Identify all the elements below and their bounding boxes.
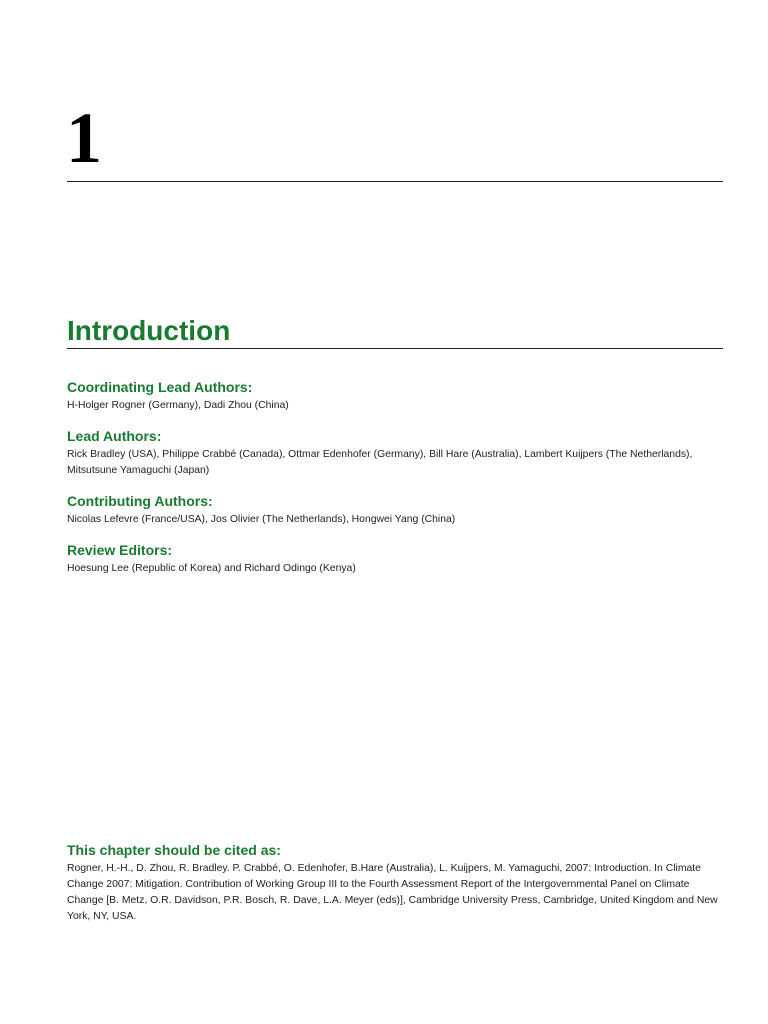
contributing-authors-section <box>67 493 723 528</box>
chapter-number: 1 <box>66 98 102 178</box>
review-editors-list: Hoesung Lee (Republic of Korea) and Richard Odingo (Kenya) <box>67 563 356 574</box>
coordinating-lead-authors-section <box>67 379 723 414</box>
citation-text: Rogner, H.-H., D. Zhou, R. Bradley. P. Crabbé, O. Edenhofer, B.Hare (Australia), L. Kuijpers, M. Yamaguchi, 2007: Introduction. In Climate Change 2007: Mitigation. Contribution of Working Group III to the Fourth Assessment Report of the Intergovernmental Panel on Climate Change [B. Metz, O.R. Davidson, P.R. Bosch, R. Dave, L.A. Meyer (eds)], Cambridge University Press, Cambridge, United Kingdom and New York, NY, USA. <box>67 863 718 922</box>
lead-authors-heading: Lead Authors: <box>67 428 162 444</box>
coordinating-lead-authors-list: H-Holger Rogner (Germany), Dadi Zhou (China) <box>67 400 289 411</box>
citation-section <box>67 842 723 925</box>
chapter-title: Introduction <box>67 314 231 346</box>
contributing-authors-list: Nicolas Lefevre (France/USA), Jos Olivier (The Netherlands), Hongwei Yang (China) <box>67 514 456 525</box>
lead-authors-list: Rick Bradley (USA), Philippe Crabbé (Canada), Ottmar Edenhofer (Germany), Bill Hare (Australia), Lambert Kuijpers (The Netherlands), Mitsutsune Yamaguchi (Japan) <box>67 449 693 476</box>
title-divider <box>67 348 723 349</box>
lead-authors-section <box>67 428 723 479</box>
review-editors-section <box>67 542 723 577</box>
top-divider <box>67 181 723 182</box>
coordinating-lead-authors-heading: Coordinating Lead Authors: <box>67 379 253 395</box>
contributing-authors-heading: Contributing Authors: <box>67 493 213 509</box>
review-editors-heading: Review Editors: <box>67 542 173 558</box>
citation-heading: This chapter should be cited as: <box>67 842 281 858</box>
